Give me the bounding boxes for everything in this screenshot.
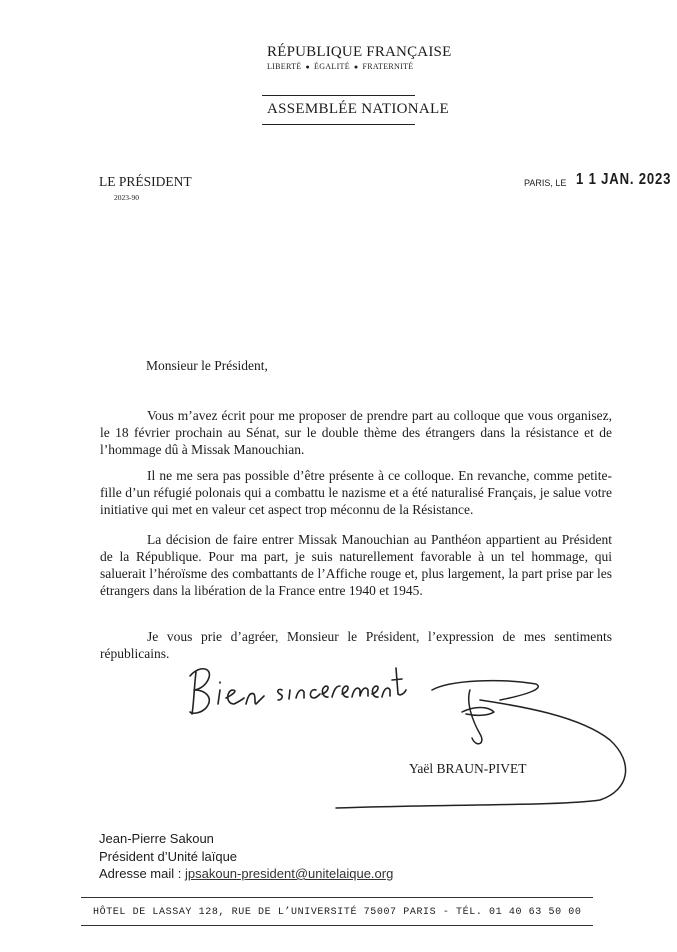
motto-egalite: ÉGALITÉ <box>314 62 350 71</box>
sender-title: LE PRÉSIDENT <box>99 174 192 189</box>
letterhead-country: RÉPUBLIQUE FRANÇAISE <box>267 44 452 60</box>
addressee-name: Jean-Pierre Sakoun <box>99 831 214 846</box>
paragraph-1: Vous m’avez écrit pour me proposer de prendre part au colloque que vous organisez, le 18 février prochain au Sénat, sur le double thème des étrangers dans la résistance et de l’hommage dû à Missak Manouchian. <box>100 408 612 457</box>
footer-address: HÔTEL DE LASSAY 128, RUE DE L’UNIVERSITÉ 75007 PARIS - TÉL. 01 40 63 50 00 <box>93 907 582 918</box>
paragraph-4: Je vous prie d’agréer, Monsieur le Président, l’expression de mes sentiments républicains. <box>100 629 612 661</box>
email-link[interactable]: jpsakoun-president@unitelaique.org <box>185 866 394 881</box>
paragraph-2: Il ne me sera pas possible d’être présente à ce colloque. En revanche, comme petite-fille d’un réfugié polonais qui a combattu le nazisme et a été naturalisé Français, je salue votre initiative qui met en valeur cet aspect trop méconnu de la Résistance. <box>100 468 612 517</box>
date-stamp: 1 1 JAN. 2023 <box>576 171 672 188</box>
addressee-title: Président d’Unité laïque <box>99 848 238 864</box>
place-label: PARIS, LE <box>524 178 567 188</box>
signer-name: Yaël BRAUN-PIVET <box>409 761 527 776</box>
bullet-icon: ● <box>353 63 359 71</box>
reference-number: 2023-90 <box>114 193 139 202</box>
addressee-email-line <box>99 865 393 883</box>
motto-fraternite: FRATERNITÉ <box>362 62 414 71</box>
salutation: Monsieur le Président, <box>146 358 268 373</box>
paragraph-3: La décision de faire entrer Missak Manouchian au Panthéon appartient au Président de la République. Pour ma part, je suis naturellement favorable à un tel hommage, qui saluerait l’héroïsme des combattants de l’Affiche rouge et, plus largement, la part prise par les étrangers dans la libération de la France entre 1940 et 1945. <box>100 532 612 598</box>
signature-scribble <box>336 681 626 808</box>
bullet-icon: ● <box>305 63 311 71</box>
institution-name: ASSEMBLÉE NATIONALE <box>267 101 449 117</box>
handwritten-closing <box>190 668 406 714</box>
footer-rule-top <box>81 897 593 898</box>
addressee-block <box>99 830 393 883</box>
motto-liberte: LIBERTÉ <box>267 62 302 71</box>
email-label: Adresse mail : <box>99 866 182 881</box>
footer-rule-bottom <box>81 925 593 926</box>
